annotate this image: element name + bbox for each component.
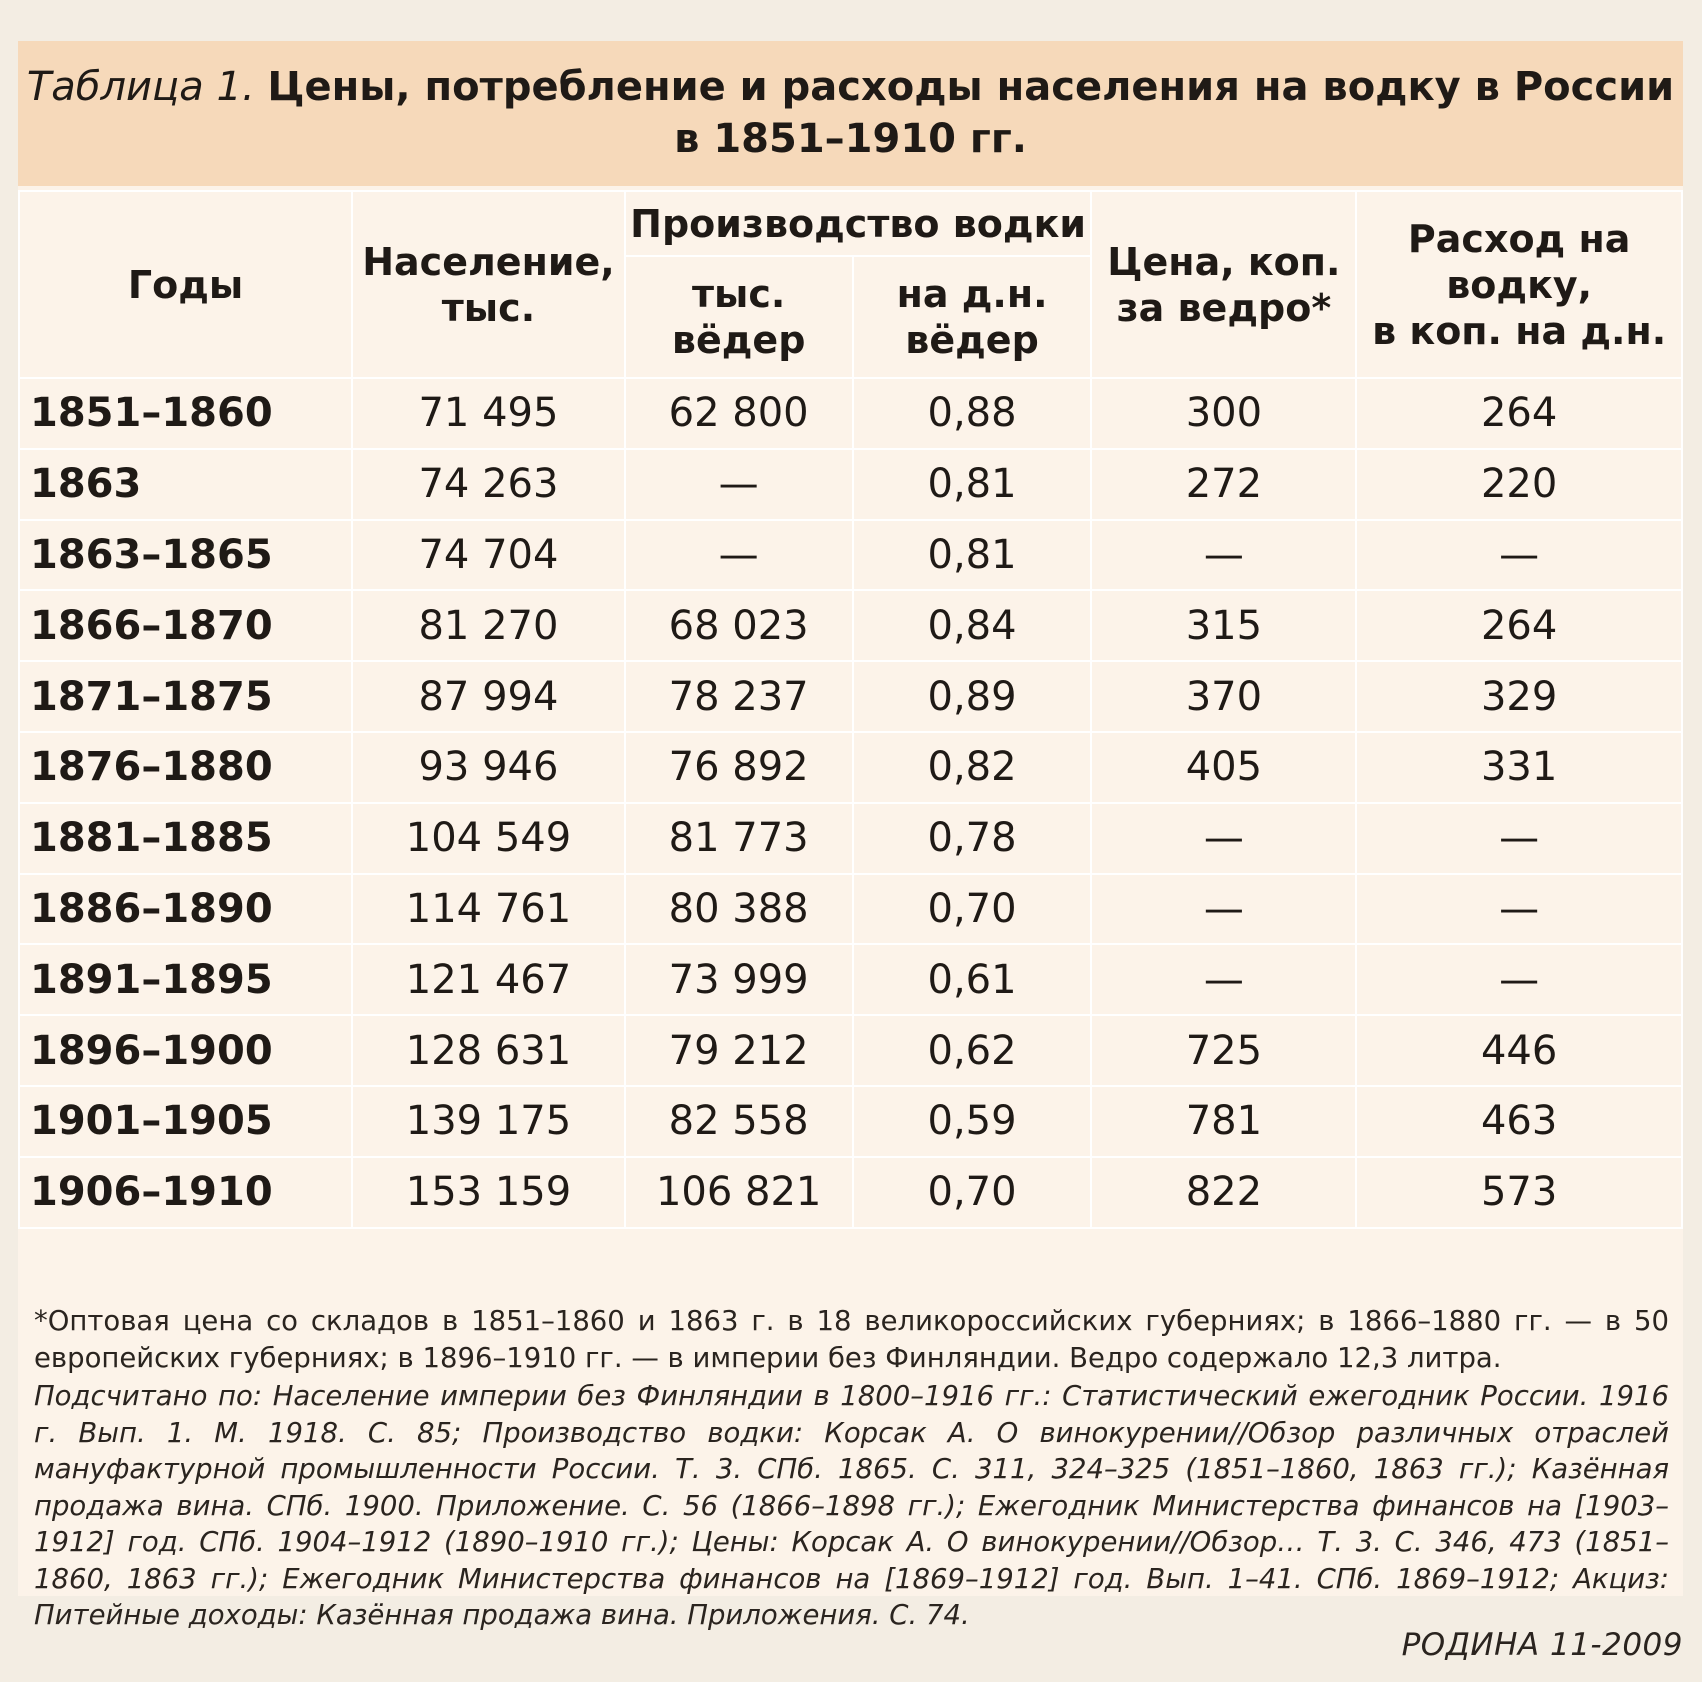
cell-production-thousand: 62 800 <box>625 378 853 449</box>
table-row <box>19 1086 1682 1157</box>
cell-price: — <box>1091 944 1356 1015</box>
cell-population: 128 631 <box>352 1015 624 1086</box>
table-row <box>19 803 1682 874</box>
cell-production-per-capita: 0,84 <box>853 590 1092 661</box>
table-row <box>19 449 1682 520</box>
cell-production-per-capita: 0,70 <box>853 1157 1092 1228</box>
cell-expense: — <box>1356 874 1682 945</box>
cell-production-thousand: 68 023 <box>625 590 853 661</box>
cell-years: 1896–1900 <box>19 1015 352 1086</box>
sources-note: Подсчитано по: Население империи без Финляндии в 1800–1916 гг.: Статистический ежегодник России. 1916 г. Вып. 1. М. 1918. С. 85; Производство водки: Корсак А. О винокурении//Обзор различных отраслей мануфактурной промышленности России. Т. 3. СПб. 1865. С. 311, 324–325 (1851–1860, 1863 гг.); Казённая продажа вина. СПб. 1900. Приложение. С. 56 (1866–1898 гг.); Ежегодник Министерства финансов на [1903–1912] год. СПб. 1904–1912 (1890–1910 гг.); Цены: Корсак А. О винокурении//Обзор… Т. 3. С. 346, 473 (1851–1860, 1863 гг.); Ежегодник Министерства финансов на [1869–1912] год. Вып. 1–41. СПб. 1869–1912; Акциз: Питейные доходы: Казённая продажа вина. Приложения. С. 74. <box>34 1380 1669 1631</box>
table-title-label: Таблица 1. <box>26 64 255 110</box>
cell-population: 153 159 <box>352 1157 624 1228</box>
cell-price: — <box>1091 874 1356 945</box>
header-years: Годы <box>19 191 352 378</box>
cell-expense: — <box>1356 944 1682 1015</box>
cell-price: — <box>1091 520 1356 591</box>
cell-price: 405 <box>1091 732 1356 803</box>
cell-years: 1863 <box>19 449 352 520</box>
vodka-table <box>18 190 1683 1229</box>
cell-years: 1891–1895 <box>19 944 352 1015</box>
cell-production-per-capita: 0,81 <box>853 520 1092 591</box>
footnote: *Оптовая цена со складов в 1851–1860 и 1863 г. в 18 великороссийских губерниях; в 1866–1880 гг. — в 50 европейских губерниях; в 1896–1910 гг. — в империи без Финляндии. Ведро содержало 12,3 литра. <box>34 1305 1669 1374</box>
cell-years: 1901–1905 <box>19 1086 352 1157</box>
cell-expense: 463 <box>1356 1086 1682 1157</box>
cell-production-per-capita: 0,61 <box>853 944 1092 1015</box>
cell-price: 272 <box>1091 449 1356 520</box>
cell-population: 139 175 <box>352 1086 624 1157</box>
cell-production-thousand: 81 773 <box>625 803 853 874</box>
cell-population: 74 263 <box>352 449 624 520</box>
cell-population: 71 495 <box>352 378 624 449</box>
publication-credit: РОДИНА 11-2009 <box>1401 1627 1683 1663</box>
cell-price: — <box>1091 803 1356 874</box>
table-title <box>18 41 1683 186</box>
cell-population: 93 946 <box>352 732 624 803</box>
cell-production-per-capita: 0,59 <box>853 1086 1092 1157</box>
cell-years: 1881–1885 <box>19 803 352 874</box>
cell-years: 1886–1890 <box>19 874 352 945</box>
header-population: Население, тыс. <box>352 191 624 378</box>
cell-production-thousand: 106 821 <box>625 1157 853 1228</box>
cell-price: 315 <box>1091 590 1356 661</box>
table-row <box>19 661 1682 732</box>
cell-production-thousand: 73 999 <box>625 944 853 1015</box>
cell-years: 1863–1865 <box>19 520 352 591</box>
cell-price: 725 <box>1091 1015 1356 1086</box>
table-row <box>19 378 1682 449</box>
cell-production-thousand: — <box>625 449 853 520</box>
cell-population: 87 994 <box>352 661 624 732</box>
cell-production-thousand: 78 237 <box>625 661 853 732</box>
cell-expense: 264 <box>1356 378 1682 449</box>
table-body <box>19 378 1682 1228</box>
table-row <box>19 944 1682 1015</box>
header-production-per-capita: на д.н. вёдер <box>853 256 1092 378</box>
cell-expense: 446 <box>1356 1015 1682 1086</box>
cell-production-per-capita: 0,62 <box>853 1015 1092 1086</box>
cell-population: 74 704 <box>352 520 624 591</box>
cell-price: 822 <box>1091 1157 1356 1228</box>
header-price: Цена, коп. за ведро* <box>1091 191 1356 378</box>
cell-production-thousand: 79 212 <box>625 1015 853 1086</box>
cell-years: 1876–1880 <box>19 732 352 803</box>
table-row <box>19 1157 1682 1228</box>
cell-price: 300 <box>1091 378 1356 449</box>
cell-production-thousand: 76 892 <box>625 732 853 803</box>
cell-expense: 331 <box>1356 732 1682 803</box>
cell-population: 81 270 <box>352 590 624 661</box>
header-expense: Расход на водку, в коп. на д.н. <box>1356 191 1682 378</box>
cell-production-per-capita: 0,70 <box>853 874 1092 945</box>
table-row <box>19 590 1682 661</box>
cell-production-per-capita: 0,78 <box>853 803 1092 874</box>
cell-expense: 573 <box>1356 1157 1682 1228</box>
cell-production-thousand: 82 558 <box>625 1086 853 1157</box>
header-production-thousand: тыс. вёдер <box>625 256 853 378</box>
cell-production-thousand: 80 388 <box>625 874 853 945</box>
cell-production-per-capita: 0,82 <box>853 732 1092 803</box>
table-row <box>19 874 1682 945</box>
cell-production-per-capita: 0,81 <box>853 449 1092 520</box>
table-row <box>19 1015 1682 1086</box>
cell-price: 370 <box>1091 661 1356 732</box>
header-production-group: Производство водки <box>625 191 1092 256</box>
table-row <box>19 732 1682 803</box>
cell-production-per-capita: 0,89 <box>853 661 1092 732</box>
cell-years: 1871–1875 <box>19 661 352 732</box>
cell-population: 104 549 <box>352 803 624 874</box>
cell-years: 1906–1910 <box>19 1157 352 1228</box>
table-title-text: Цены, потребление и расходы населения на водку в России в 1851–1910 гг. <box>267 64 1675 162</box>
cell-years: 1866–1870 <box>19 590 352 661</box>
cell-expense: — <box>1356 520 1682 591</box>
cell-years: 1851–1860 <box>19 378 352 449</box>
cell-expense: 264 <box>1356 590 1682 661</box>
cell-population: 121 467 <box>352 944 624 1015</box>
cell-expense: — <box>1356 803 1682 874</box>
cell-production-thousand: — <box>625 520 853 591</box>
table-panel <box>18 41 1683 1631</box>
table-row <box>19 520 1682 591</box>
cell-price: 781 <box>1091 1086 1356 1157</box>
cell-expense: 220 <box>1356 449 1682 520</box>
cell-expense: 329 <box>1356 661 1682 732</box>
cell-production-per-capita: 0,88 <box>853 378 1092 449</box>
cell-population: 114 761 <box>352 874 624 945</box>
